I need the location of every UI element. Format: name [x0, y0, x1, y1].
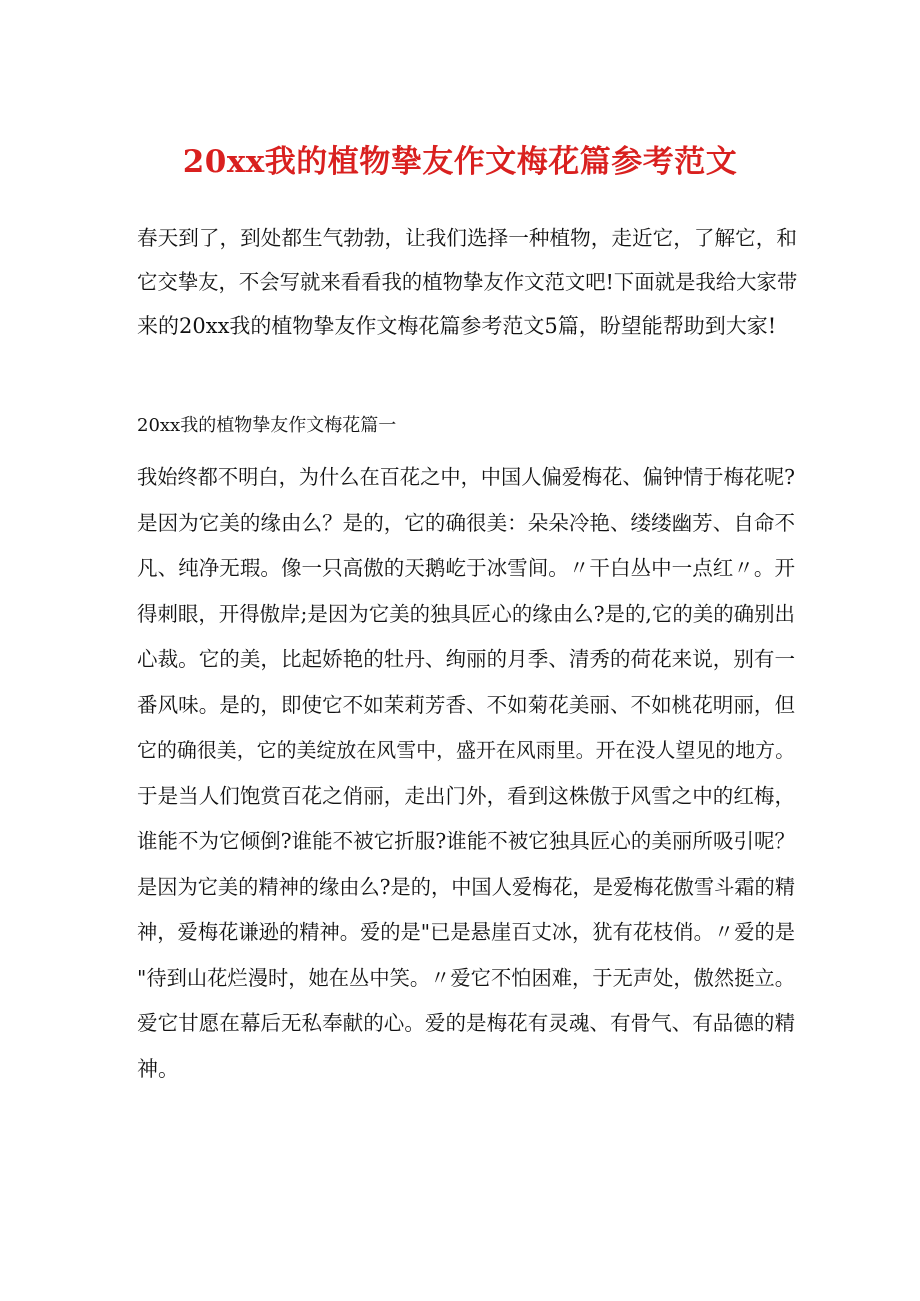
body-line: 爱它甘愿在幕后无私奉献的心。爱的是梅花有灵魂、有骨气、有品德的精	[137, 1011, 795, 1035]
body-line: 番风味。是的，即使它不如茉莉芳香、不如菊花美丽、不如桃花明丽，但	[137, 692, 795, 717]
body-line: 谁能不为它倾倒?谁能不被它折服?谁能不被它独具匠心的美丽所吸引呢？	[137, 829, 795, 853]
intro-line: 它交挚友，不会写就来看看我的植物挚友作文范文吧!下面就是我给大家带	[137, 270, 798, 294]
section-heading: 20xx我的植物挚友作文梅花篇一	[137, 415, 397, 436]
body-line: 是因为它美的精神的缘由么?是的，中国人爱梅花，是爱梅花傲雪斗霜的精	[137, 874, 795, 899]
body-line: 得刺眼，开得傲岸;是因为它美的独具匠心的缘由么?是的,它的美的确别出	[137, 601, 795, 626]
body-line: 它的确很美，它的美绽放在风雪中，盛开在风雨里。开在没人望见的地方。	[137, 739, 795, 762]
body-line: 心裁。它的美，比起娇艳的牡丹、绚丽的月季、清秀的荷花来说，别有一	[137, 647, 795, 671]
body-paragraph	[137, 455, 795, 1092]
body-line: 我始终都不明白，为什么在百花之中，中国人偏爱梅花、偏钟情于梅花呢?	[137, 465, 795, 489]
body-line: 神，爱梅花谦逊的精神。爱的是"已是悬崖百丈冰，犹有花枝俏。〃爱的是	[137, 920, 795, 944]
body-line: 于是当人们饱赏百花之俏丽，走出门外，看到这株傲于风雪之中的红梅，	[137, 783, 795, 808]
intro-paragraph	[137, 216, 797, 348]
body-line: "待到山花烂漫时，她在丛中笑。〃爱它不怕困难，于无声处，傲然挺立。	[137, 965, 795, 990]
body-line: 凡、纯净无瑕。像一只高傲的天鹅屹于冰雪间。〃干白丛中一点红〃。开	[137, 556, 795, 580]
intro-line: 来的20xx我的植物挚友作文梅花篇参考范文5篇，盼望能帮助到大家!	[137, 314, 777, 338]
body-line: 是因为它美的缘由么？是的，它的确很美：朵朵冷艳、缕缕幽芳、自命不	[137, 510, 795, 535]
document-title: 20xx我的植物挚友作文梅花篇参考范文	[182, 144, 738, 180]
body-line: 神。	[137, 1056, 179, 1081]
intro-line: 春天到了，到处都生气勃勃，让我们选择一种植物，走近它，了解它，和	[137, 226, 797, 250]
